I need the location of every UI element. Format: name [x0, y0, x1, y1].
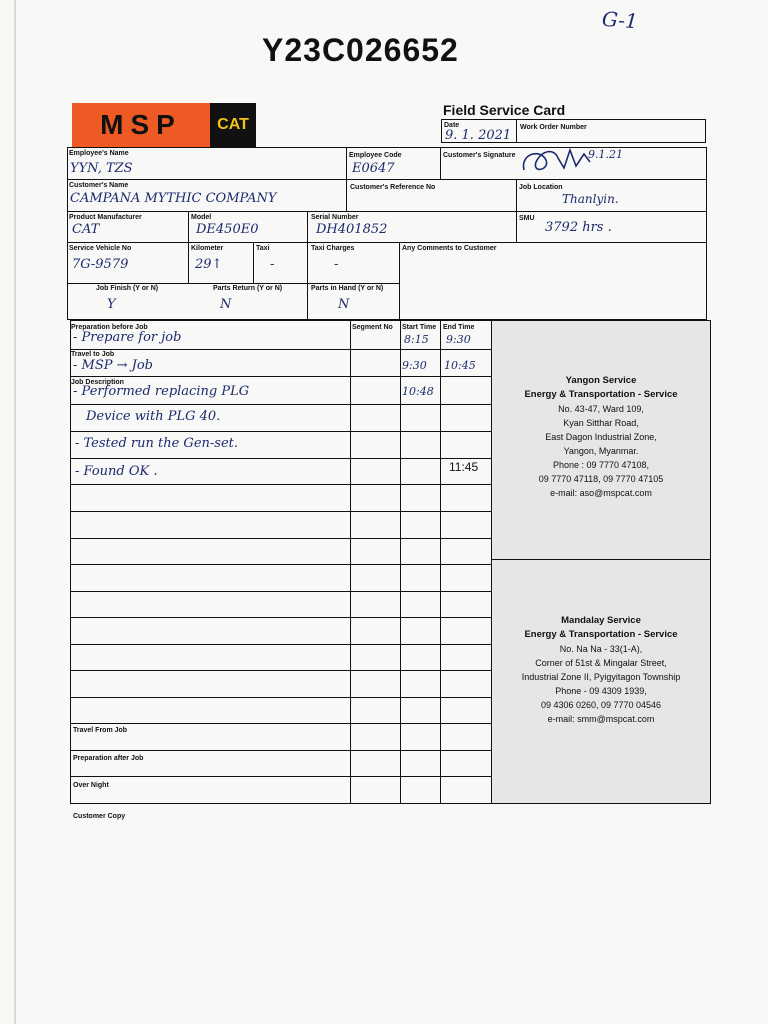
taxi-charges-label: Taxi Charges: [311, 245, 355, 252]
job-finish-label: Job Finish (Y or N): [96, 285, 159, 292]
parts-hand-label: Parts in Hand (Y or N): [311, 285, 384, 292]
job-description-label: Job Description: [71, 379, 124, 386]
parts-hand-value: N: [338, 297, 350, 312]
yangon-name: Yangon Service: [565, 375, 637, 386]
work-order-cell: [516, 119, 706, 143]
kilometer-value: 29↑: [195, 257, 223, 272]
page-edge: [14, 0, 16, 1024]
yangon-address-line: East Dagon Industrial Zone,: [545, 432, 657, 442]
yangon-phone-line: Phone : 09 7770 47108,: [552, 460, 650, 470]
desc-line: - Performed replacing PLG: [73, 384, 250, 399]
mandalay-address-line: Industrial Zone II, Pyigyitagon Township: [521, 672, 681, 682]
card-title: Field Service Card: [443, 102, 566, 118]
customer-copy-label: Customer Copy: [73, 813, 126, 820]
yangon-email: e-mail: aso@mspcat.com: [550, 488, 652, 498]
mandalay-address-line: Corner of 51st & Mingalar Street,: [535, 658, 667, 668]
travel-from-label: Travel From Job: [73, 727, 128, 734]
mandalay-address-line: No. Na Na - 33(1-A),: [559, 644, 643, 654]
customer-name-value: CAMPANA MYTHIC COMPANY: [70, 191, 277, 206]
desc-line: - Tested run the Gen-set.: [75, 436, 239, 451]
start-time-label: Start Time: [402, 324, 437, 331]
desc-line: Device with PLG 40.: [86, 409, 221, 424]
serial-value: DH401852: [316, 222, 388, 237]
taxi-charges-value: -: [334, 257, 339, 272]
yangon-address-line: Yangon, Myanmar.: [563, 446, 639, 456]
prep-start: 8:15: [404, 333, 429, 346]
smu-label: SMU: [519, 215, 535, 222]
employee-name-value: YYN, TZS: [70, 161, 133, 176]
desc-start: 10:48: [402, 385, 434, 398]
comments-label: Any Comments to Customer: [402, 245, 497, 252]
model-label: Model: [191, 214, 212, 221]
travel-text: - MSP → Job: [73, 358, 154, 373]
mandalay-division: Energy & Transportation - Service: [524, 629, 678, 640]
segment-label: Segment No: [352, 324, 393, 331]
yangon-office: [492, 374, 710, 500]
job-finish-value: Y: [107, 297, 116, 312]
serial-label: Serial Number: [311, 214, 359, 221]
smu-value: 3792 hrs .: [545, 220, 612, 235]
travel-label: Travel to Job: [71, 351, 115, 358]
mandalay-phone-line: 09 4306 0260, 09 7770 04546: [540, 700, 662, 710]
taxi-value: -: [270, 257, 275, 272]
prep-end: 9:30: [446, 333, 471, 346]
mandalay-email: e-mail: smm@mspcat.com: [547, 714, 655, 724]
msp-cat-logo: [72, 103, 256, 147]
document-code: Y23C026652: [262, 32, 459, 68]
manufacturer-label: Product Manufacturer: [69, 214, 142, 221]
customer-ref-label: Customer's Reference No: [350, 184, 436, 191]
signature-label: Customer's Signature: [443, 152, 516, 159]
yangon-division: Energy & Transportation - Service: [524, 389, 678, 400]
kilometer-label: Kilometer: [191, 245, 224, 252]
date-value: 9. 1. 2021: [445, 128, 512, 143]
employee-name-label: Employee's Name: [69, 150, 129, 157]
desc-end: 11:45: [449, 460, 479, 474]
manufacturer-value: CAT: [72, 222, 100, 237]
taxi-label: Taxi: [256, 245, 270, 252]
employee-code-value: E0647: [352, 161, 395, 176]
logo-msp: MSP: [72, 103, 210, 147]
date-cell: [441, 119, 517, 143]
vehicle-value: 7G-9579: [72, 257, 129, 272]
mandalay-phone-line: Phone - 09 4309 1939,: [555, 686, 647, 696]
prep-text: - Prepare for job: [73, 330, 182, 345]
employee-code-label: Employee Code: [349, 152, 402, 159]
yangon-address-line: No. 43-47, Ward 109,: [558, 404, 644, 414]
logo-cat: CAT: [210, 103, 256, 147]
job-location-value: Thanlyin.: [562, 192, 619, 206]
work-order-label: Work Order Number: [520, 124, 587, 131]
signature-date: 9.1.21: [588, 148, 623, 161]
travel-end: 10:45: [444, 359, 476, 372]
end-time-label: End Time: [443, 324, 475, 331]
yangon-address-line: Kyan Sitthar Road,: [563, 418, 639, 428]
prep-after-label: Preparation after Job: [73, 755, 144, 762]
mandalay-office: [492, 614, 710, 726]
desc-line: - Found OK .: [75, 464, 158, 479]
model-value: DE450E0: [196, 222, 259, 237]
vehicle-label: Service Vehicle No: [69, 245, 132, 252]
corner-note: G-1: [601, 6, 639, 34]
customer-name-label: Customer's Name: [69, 182, 129, 189]
prep-label: Preparation before Job: [71, 324, 148, 331]
parts-return-label: Parts Return (Y or N): [213, 285, 283, 292]
date-label: Date: [444, 122, 460, 129]
overnight-label: Over Night: [73, 782, 109, 789]
job-location-label: Job Location: [519, 184, 563, 191]
travel-start: 9:30: [402, 359, 427, 372]
mandalay-name: Mandalay Service: [561, 615, 641, 626]
parts-return-value: N: [220, 297, 232, 312]
yangon-phone-line: 09 7770 47118, 09 7770 47105: [538, 474, 664, 484]
